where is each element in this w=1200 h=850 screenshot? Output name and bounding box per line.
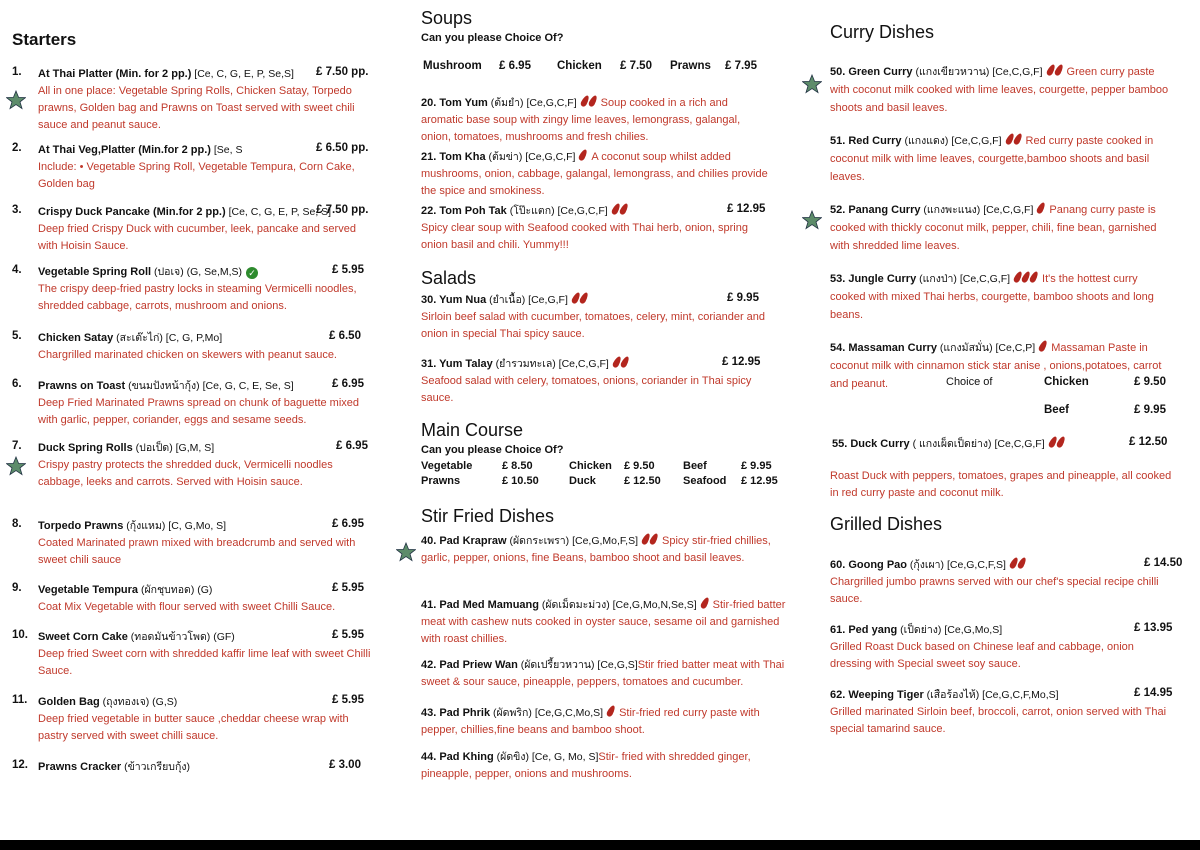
bottom-bar (0, 840, 1200, 850)
soups-heading: Soups (421, 8, 473, 28)
item-allergen-codes: [Ce,G,C,F] (522, 151, 576, 163)
item-thai-name: (ผัดเม็ดมะม่วง) (538, 599, 610, 611)
item-allergen-codes: [Ce,G,C,F] (554, 205, 608, 217)
stir-fried-heading: Stir Fried Dishes (421, 506, 555, 526)
item-allergen-codes: [Ce,C,G,F] (980, 204, 1034, 216)
item-name: At Thai Veg,Platter (Min.for 2 pp.) (38, 144, 211, 156)
item-thai-name: (สะเต๊ะไก่) (113, 332, 163, 344)
item-thai-name: (ถุงทองเจ) (99, 696, 150, 708)
chili-spicy-icon (701, 599, 709, 611)
item-name: 31. Yum Talay (421, 358, 493, 370)
item-name: Vegetable Tempura (38, 584, 139, 596)
item-number: 5. (12, 330, 22, 342)
item-name: Duck Spring Rolls (38, 442, 133, 454)
item-name: Prawns Cracker (38, 761, 122, 773)
item-name: Torpedo Prawns (38, 520, 124, 532)
item-number: 10. (12, 629, 28, 641)
main-course-price: £ 8.50 (502, 460, 533, 472)
item-allergen-codes: [Ce, C, G, E, P, Se,S] (191, 68, 294, 80)
item-allergen-codes: [Se, S (210, 144, 243, 156)
chili-spicy-icon (1047, 66, 1063, 78)
main-course-option: Seafood (683, 475, 727, 487)
main-course-price: £ 12.50 (624, 475, 661, 487)
item-description: Seafood salad with celery, tomatoes, onions, coriander in Thai spicy sauce. (421, 375, 752, 404)
item-thai-name: (แกงพะแนง) (920, 204, 981, 216)
item-number: 3. (12, 204, 22, 216)
item-price: £ 6.95 (332, 378, 364, 390)
menu-item (421, 356, 771, 407)
soup-option-prawns: Prawns (670, 60, 711, 72)
item-allergen-codes: [G,M, S] (172, 442, 215, 454)
item-price: £ 5.95 (332, 629, 364, 641)
item-thai-name: (ผักชุบทอด) (138, 584, 195, 596)
item-price: £ 5.95 (332, 582, 364, 594)
item-description: Deep fried Sweet corn with shredded kaffir lime leaf with sweet Chilli Sauce. (38, 648, 371, 677)
grilled-heading: Grilled Dishes (830, 514, 943, 534)
soup-option-mushroom-price: £ 6.95 (499, 60, 531, 72)
item-name: 43. Pad Phrik (421, 707, 491, 719)
item-number: 7. (12, 440, 22, 452)
menu-item (830, 339, 1175, 393)
main-course-price: £ 10.50 (502, 475, 539, 487)
item-description: Crispy pastry protects the shredded duck, Vermicelli noodles cabbage, leeks and carrots. Served with Hoisin sauce. (38, 459, 333, 488)
item-price: £ 9.95 (727, 292, 759, 304)
item-description: Stir-fried red curry paste with pepper, chillies,fine beans and bamboo shoot. (421, 707, 760, 736)
item-thai-name: (ขนมปังหน้ากุ้ง) (125, 380, 200, 392)
main-course-price: £ 9.95 (741, 460, 772, 472)
item-description: Red curry paste cooked in coconut milk with lime leaves, courgette,bamboo shoots and basil leaves. (830, 135, 1154, 183)
massaman-choice-beef: Beef (1044, 404, 1069, 416)
item-allergen-codes: [Ce,G,F] (525, 294, 568, 306)
item-thai-name: (ทอดมันข้าวโพด) (127, 631, 211, 643)
menu-item (421, 597, 791, 648)
item-name: 50. Green Curry (830, 66, 913, 78)
starters-heading: Starters (12, 30, 77, 49)
recommended-star-icon (396, 542, 416, 562)
item-number: 6. (12, 378, 22, 390)
item-description: Include: • Vegetable Spring Roll, Vegetable Tempura, Corn Cake, Golden bag (38, 161, 355, 190)
item-description: Roast Duck with peppers, tomatoes, grapes and pineapple, all cooked in red curry paste and coconut milk. (830, 470, 1172, 499)
item-name: 22. Tom Poh Tak (421, 205, 507, 217)
item-description: All in one place: Vegetable Spring Rolls, Chicken Satay, Torpedo prawns, Golden bag and Prawns on Toast served with sweet chili sauce and peanut sauce. (38, 85, 355, 131)
item-description: Panang curry paste is cooked with thickly coconut milk, pepper, chili, fine bean, garnished with shredded lime leaves. (830, 204, 1157, 252)
item-name: 53. Jungle Curry (830, 273, 917, 285)
item-name: 60. Goong Pao (830, 559, 908, 571)
item-description: Grilled marinated Sirloin beef, broccoli, carrot, onion served with Thai special tamarind sauce. (830, 706, 1167, 735)
item-thai-name: (ยำเนื้อ) (486, 294, 526, 306)
massaman-choice-chicken: Chicken (1044, 376, 1089, 388)
chili-spicy-icon (1014, 273, 1038, 285)
item-thai-name: (ปอเป็ด) (132, 442, 173, 454)
menu-item (38, 264, 376, 315)
item-price: £ 6.50 pp. (316, 142, 369, 154)
item-name: 21. Tom Kha (421, 151, 486, 163)
item-description: Massaman Paste in coconut milk with cinnamon stick star anise , onions,potatoes, carrot and peanut. (830, 342, 1162, 390)
item-name: 62. Weeping Tiger (830, 689, 924, 701)
chili-spicy-icon (1006, 135, 1022, 147)
menu-item (830, 132, 1175, 186)
item-description: The crispy deep-fried pastry locks in steaming Vermicelli noodles, shredded cabbage, carrots, mushroom and onions. (38, 283, 357, 312)
massaman-choice-beef-price: £ 9.95 (1134, 404, 1166, 416)
item-name: 30. Yum Nua (421, 294, 487, 306)
item-price: £ 6.50 (329, 330, 361, 342)
menu-item (421, 203, 771, 254)
item-name: Vegetable Spring Roll (38, 266, 152, 278)
item-name: 61. Ped yang (830, 624, 898, 636)
main-course-heading: Main Course (421, 420, 524, 440)
item-description: Deep fried Crispy Duck with cucumber, leek, pancake and served with Hoisin Sauce. (38, 223, 356, 252)
item-name: 42. Pad Priew Wan (421, 659, 518, 671)
chili-spicy-icon (613, 358, 629, 370)
item-name: Crispy Duck Pancake (Min.for 2 pp.) (38, 206, 226, 218)
menu-item (38, 378, 376, 429)
soup-option-chicken: Chicken (557, 60, 602, 72)
item-description: Stir- fried with shredded ginger, pineapple, pepper, onions and mushrooms. (421, 751, 751, 780)
item-price: £ 6.95 (332, 518, 364, 530)
menu-item (421, 749, 791, 783)
chili-spicy-icon (612, 205, 628, 217)
item-price: £ 5.95 (332, 694, 364, 706)
item-description: Coat Mix Vegetable with flour served with sweet Chilli Sauce. (38, 601, 336, 613)
item-name: 54. Massaman Curry (830, 342, 937, 354)
item-price: £ 14.50 (1144, 557, 1183, 569)
main-course-option: Duck (569, 475, 596, 487)
item-name: 41. Pad Med Mamuang (421, 599, 539, 611)
main-course-subheading: Can you please Choice Of? (421, 444, 564, 456)
menu-item (830, 270, 1175, 324)
massaman-choice-label: Choice of (946, 376, 993, 388)
item-allergen-codes: [Ce,C,G,F] (948, 135, 1002, 147)
menu-item (38, 440, 376, 491)
item-description: A coconut soup whilst added mushrooms, onion, cabbage, galangal, lemongrass, and chilies provide the spice and smokiness. (421, 151, 768, 197)
item-thai-name: (แกงมัสมั่น) (937, 342, 993, 354)
menu-item (38, 759, 376, 776)
main-course-price: £ 12.95 (741, 475, 778, 487)
item-allergen-codes: [Ce, G, C, E, Se, S] (199, 380, 294, 392)
chili-spicy-icon (1049, 438, 1065, 450)
soup-option-prawns-price: £ 7.95 (725, 60, 757, 72)
main-course-option: Beef (683, 460, 707, 472)
item-allergen-codes: [Ce,G,C,F,Mo,S] (979, 689, 1059, 701)
menu-item (38, 330, 376, 364)
item-thai-name: (ผัดขิง) (493, 751, 529, 763)
item-thai-name: (ผัดพริก) (490, 707, 532, 719)
chili-spicy-icon (581, 97, 597, 109)
item-number: 2. (12, 142, 22, 154)
item-thai-name: (กุ้งเผา) (907, 559, 945, 571)
item-name: 20. Tom Yum (421, 97, 488, 109)
menu-item (421, 533, 791, 567)
item-allergen-codes: (G, Se,M,S) (183, 266, 243, 278)
item-thai-name: (เป็ดย่าง) (897, 624, 942, 636)
item-name: Sweet Corn Cake (38, 631, 128, 643)
item-allergen-codes: [Ce,G,Mo,F,S] (569, 535, 639, 547)
item-thai-name: (กุ้งแหม) (123, 520, 166, 532)
item-name: At Thai Platter (Min. for 2 pp.) (38, 68, 192, 80)
item-description: It's the hottest curry cooked with mixed Thai herbs, courgette, bamboo shoots and long beans. (830, 273, 1154, 321)
item-description: Coated Marinated prawn mixed with breadcrumb and served with sweet chili sauce (38, 537, 356, 566)
recommended-star-icon (802, 210, 822, 230)
item-price: £ 7.50 pp. (316, 204, 369, 216)
item-description: Deep fried vegetable in butter sauce ,cheddar cheese wrap with pastry served with sweet chilli sauce. (38, 713, 349, 742)
item-thai-name: (ผัดเปรี้ยวหวาน) (517, 659, 595, 671)
item-allergen-codes: [Ce,G,C,F,S] (944, 559, 1006, 571)
item-allergen-codes: (G) (194, 584, 213, 596)
menu-item (832, 436, 1172, 453)
item-thai-name: (แกงเขียวหวาน) (912, 66, 990, 78)
item-number: 1. (12, 66, 22, 78)
menu-item (38, 518, 376, 569)
item-number: 11. (12, 694, 28, 706)
item-name: 40. Pad Krapraw (421, 535, 507, 547)
item-allergen-codes: [Ce,C,P] (992, 342, 1036, 354)
item-thai-name: (ปอเจ) (151, 266, 184, 278)
soup-option-mushroom: Mushroom (423, 60, 482, 72)
menu-item (421, 705, 791, 739)
recommended-star-icon (6, 456, 26, 476)
item-description: Spicy stir-fried chillies, garlic, pepper, onions, fine Beans, bamboo shoot and basil leaves. (421, 535, 771, 564)
item-price: £ 5.95 (332, 264, 364, 276)
item-price: £ 7.50 pp. (316, 66, 369, 78)
item-thai-name: (แกงป่า) (916, 273, 957, 285)
vegetarian-icon: ✓ (246, 267, 258, 279)
item-price: £ 14.95 (1134, 687, 1173, 699)
item-allergen-codes: [C, G, P,Mo] (162, 332, 223, 344)
menu-item (830, 687, 1175, 738)
item-number: 12. (12, 759, 28, 771)
item-description: Sirloin beef salad with cucumber, tomatoes, celery, mint, coriander and onion in special Thai spicy sauce. (421, 311, 766, 340)
item-description: Grilled Roast Duck based on Chinese leaf and cabbage, onion dressing with Special sweet soy sauce. (830, 641, 1134, 670)
item-allergen-codes: [Ce,G,S] (594, 659, 638, 671)
item-allergen-codes: [Ce,C,G,F] (555, 358, 609, 370)
item-name: 44. Pad Khing (421, 751, 494, 763)
item-price: £ 12.50 (1129, 436, 1168, 448)
menu-item (830, 622, 1175, 673)
item-allergen-codes: (G,S) (149, 696, 178, 708)
item-allergen-codes: (GF) (210, 631, 235, 643)
main-course-option: Prawns (421, 475, 461, 487)
item-description: Green curry paste with coconut milk cooked with lime leaves, courgette, pepper bamboo shoots and basil leaves. (830, 66, 1169, 114)
item-thai-name: (ผัดกระเพรา) (506, 535, 570, 547)
item-name: 55. Duck Curry (832, 438, 910, 450)
recommended-star-icon (6, 90, 26, 110)
item-description: Soup cooked in a rich and aromatic base soup with zingy lime leaves, lemongrass, galangal, onion, tomatoes, mushrooms and fresh chilies. (421, 97, 741, 143)
chili-spicy-icon (1010, 559, 1026, 571)
item-thai-name: (เสือร้องไห้) (923, 689, 980, 701)
menu-item (830, 63, 1175, 117)
item-allergen-codes: [Ce,C,G,F] (991, 438, 1045, 450)
item-number: 8. (12, 518, 22, 530)
item-name: 51. Red Curry (830, 135, 902, 147)
main-course-option: Vegetable (421, 460, 473, 472)
item-thai-name: (แกงแดง) (901, 135, 949, 147)
item-allergen-codes: [Ce, C, G, E, P, Se, S] (225, 206, 332, 218)
item-number: 9. (12, 582, 22, 594)
menu-item (830, 201, 1175, 255)
item-thai-name: (โป๊ะแตก) (506, 205, 555, 217)
item-allergen-codes: [Ce, G, Mo, S] (528, 751, 599, 763)
menu-item (38, 582, 376, 616)
item-description: Stir-fried batter meat with cashew nuts cooked in oyster sauce, sesame oil and garnished with roast chillies. (421, 599, 786, 645)
item-thai-name: (ยำรวมทะเล) (492, 358, 556, 370)
item-allergen-codes: [C, G,Mo, S] (165, 520, 227, 532)
item-description: Chargrilled marinated chicken on skewers with peanut sauce. (38, 349, 337, 361)
salads-heading: Salads (421, 268, 477, 288)
main-course-option: Chicken (569, 460, 612, 472)
item-allergen-codes: [Ce,C,G,F] (989, 66, 1043, 78)
item-name: Golden Bag (38, 696, 100, 708)
item-name: Prawns on Toast (38, 380, 126, 392)
menu-item (421, 292, 771, 343)
curry-heading: Curry Dishes (830, 22, 935, 42)
main-course-price: £ 9.50 (624, 460, 655, 472)
item-name: 52. Panang Curry (830, 204, 921, 216)
soups-subheading: Can you please Choice Of? (421, 32, 564, 44)
massaman-choice-chicken-price: £ 9.50 (1134, 376, 1166, 388)
item-allergen-codes: [Ce,G,C,F] (523, 97, 577, 109)
menu-item (830, 557, 1175, 608)
item-price: £ 12.95 (727, 203, 766, 215)
item-number: 4. (12, 264, 22, 276)
item-allergen-codes: [Ce,G,Mo,N,Se,S] (609, 599, 697, 611)
item-price: £ 6.95 (336, 440, 368, 452)
chili-spicy-icon (1039, 342, 1047, 354)
chili-spicy-icon (572, 294, 588, 306)
recommended-star-icon (802, 74, 822, 94)
chili-spicy-icon (642, 535, 658, 547)
item-description: Spicy clear soup with Seafood cooked with Thai herb, onion, spring onion basil and chili. Yummy!!! (421, 222, 748, 251)
item-thai-name: (ข้าวเกรียบกุ้ง) (121, 761, 190, 773)
soup-option-chicken-price: £ 7.50 (620, 60, 652, 72)
item-allergen-codes: [Ce,G,C,Mo,S] (531, 707, 604, 719)
menu-item (38, 629, 376, 680)
chili-spicy-icon (607, 707, 615, 719)
item-price: £ 3.00 (329, 759, 361, 771)
chili-spicy-icon (579, 151, 587, 163)
item-description: Chargrilled jumbo prawns served with our chef's special recipe chilli sauce. (830, 576, 1159, 605)
menu-item (38, 694, 376, 745)
item-allergen-codes: [Ce,G,Mo,S] (941, 624, 1003, 636)
menu-item (421, 657, 791, 691)
item-price: £ 13.95 (1134, 622, 1173, 634)
item-description: Deep Fried Marinated Prawns spread on chunk of baguette mixed with garlic, pepper, coriander, eggs and sesame seeds. (38, 397, 360, 426)
menu-item (421, 95, 771, 146)
item-thai-name: (ต้มยำ) (487, 97, 524, 109)
item-name: Chicken Satay (38, 332, 114, 344)
item-description: Stir fried batter meat with Thai sweet & sour sauce, pineapple, peppers, tomatoes and cucumber. (421, 659, 785, 688)
item-thai-name: ( แกงเผ็ดเป็ดย่าง) (909, 438, 992, 450)
menu-item (421, 149, 771, 200)
item-price: £ 12.95 (722, 356, 761, 368)
item-allergen-codes: [Ce,C,G,F] (956, 273, 1011, 285)
item-thai-name: (ต้มข่า) (485, 151, 523, 163)
chili-spicy-icon (1037, 204, 1045, 216)
